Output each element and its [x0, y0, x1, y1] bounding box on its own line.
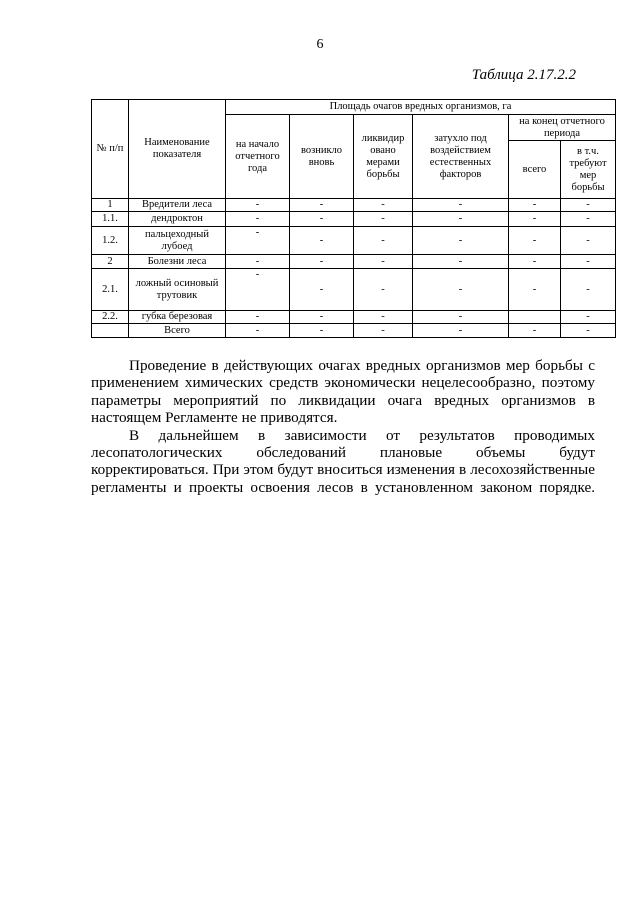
cell: - — [561, 269, 616, 311]
cell: - — [290, 255, 354, 269]
paragraph-1: Проведение в действующих очагах вредных организмов мер борьбы с применением химических средств экономически нецелесообразно, поэтому параметры мероприятий по ликвидации очага вредных организмов в настоящем Регламенте не приводятся. — [91, 357, 595, 427]
cell: - — [290, 311, 354, 324]
cell: - — [509, 199, 561, 212]
row-num: 1.2. — [92, 227, 129, 255]
table-row — [92, 227, 616, 255]
cell: - — [354, 227, 413, 255]
table-row — [92, 324, 616, 338]
cell: - — [413, 212, 509, 227]
header-end-period: на конец отчетного периода — [509, 115, 616, 141]
cell: - — [413, 199, 509, 212]
cell: - — [561, 255, 616, 269]
row-num: 2.1. — [92, 269, 129, 311]
row-name: дендроктон — [129, 212, 226, 227]
cell: - — [290, 269, 354, 311]
cell: - — [354, 269, 413, 311]
header-emerged: возникло вновь — [290, 115, 354, 199]
table-row — [92, 255, 616, 269]
cell: - — [561, 324, 616, 338]
cell: - — [290, 324, 354, 338]
cell: - — [290, 227, 354, 255]
cell: - — [509, 269, 561, 311]
cell — [509, 311, 561, 324]
cell: - — [561, 311, 616, 324]
cell: - — [509, 212, 561, 227]
table-row — [92, 311, 616, 324]
header-num: № п/п — [92, 100, 129, 199]
cell: - — [413, 324, 509, 338]
cell: - — [226, 227, 290, 255]
cell: - — [354, 255, 413, 269]
cell: - — [226, 212, 290, 227]
cell: - — [354, 199, 413, 212]
row-name: Болезни леса — [129, 255, 226, 269]
cell: - — [354, 324, 413, 338]
row-name: губка березовая — [129, 311, 226, 324]
row-num: 2 — [92, 255, 129, 269]
cell: - — [226, 324, 290, 338]
cell: - — [561, 227, 616, 255]
cell: - — [509, 227, 561, 255]
row-name: ложный осиновый трутовик — [129, 269, 226, 311]
cell: - — [354, 212, 413, 227]
cell: - — [509, 255, 561, 269]
header-area-group: Площадь очагов вредных организмов, га — [226, 100, 616, 115]
paragraph-2: В дальнейшем в зависимости от результатов проводимых лесопатологических обследований плановые объемы будут корректироваться. При этом будут вноситься изменения в лесохозяйственные регламенты и проекты освоения лесов в установленном законом порядке. — [91, 426, 595, 496]
cell: - — [226, 269, 290, 311]
header-start-year: на начало отчетного года — [226, 115, 290, 199]
header-faded: затухло под воздействием естественных факторов — [413, 115, 509, 199]
header-total: всего — [509, 141, 561, 199]
pest-table — [91, 99, 616, 338]
row-name: Вредители леса — [129, 199, 226, 212]
header-liquidated: ликвидир овано мерами борьбы — [354, 115, 413, 199]
row-num: 1 — [92, 199, 129, 212]
row-name: пальцеходный лубоед — [129, 227, 226, 255]
cell: - — [413, 255, 509, 269]
row-num — [92, 324, 129, 338]
cell: - — [413, 311, 509, 324]
cell: - — [354, 311, 413, 324]
table-row — [92, 212, 616, 227]
row-name: Всего — [129, 324, 226, 338]
cell: - — [290, 212, 354, 227]
row-num: 2.2. — [92, 311, 129, 324]
cell: - — [413, 227, 509, 255]
cell: - — [413, 269, 509, 311]
cell: - — [290, 199, 354, 212]
body-text — [91, 357, 595, 496]
cell: - — [226, 311, 290, 324]
table-row — [92, 199, 616, 212]
cell: - — [509, 324, 561, 338]
table-caption: Таблица 2.17.2.2 — [471, 67, 576, 83]
header-name: Наименование показателя — [129, 100, 226, 199]
cell: - — [226, 255, 290, 269]
row-num: 1.1. — [92, 212, 129, 227]
page-number: 6 — [316, 37, 324, 52]
header-require: в т.ч. требуют мер борьбы — [561, 141, 616, 199]
table-row — [92, 269, 616, 311]
cell: - — [561, 212, 616, 227]
cell: - — [561, 199, 616, 212]
cell: - — [226, 199, 290, 212]
